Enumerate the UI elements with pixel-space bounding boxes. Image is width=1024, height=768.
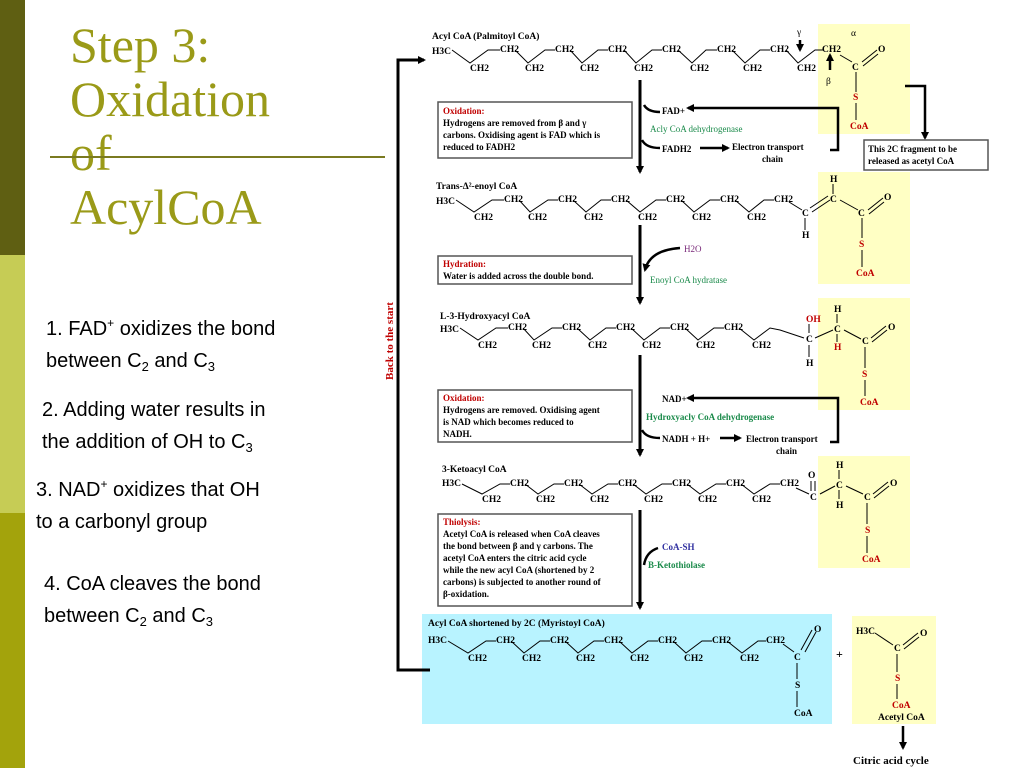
atom-ch2: CH2 xyxy=(644,495,663,505)
citric-acid-cycle-label: Citric acid cycle xyxy=(853,755,929,767)
atom-ch2: CH2 xyxy=(508,323,527,333)
atom-c: C xyxy=(830,195,837,205)
step-3-text: 3. NAD xyxy=(36,479,101,501)
atom-ch2: CH2 xyxy=(468,654,487,664)
atom-o: O xyxy=(920,629,928,639)
atom-s: S xyxy=(865,526,871,536)
atom-ch2: CH2 xyxy=(670,323,689,333)
atom-h: H xyxy=(836,501,844,511)
atom-h: H xyxy=(834,343,842,353)
enzyme-enoyl-coa-hydratase: Enoyl CoA hydratase xyxy=(650,275,727,285)
atom-c: C xyxy=(894,644,901,654)
step-3-text-end: oxidizes that OH xyxy=(107,479,260,501)
atom-ch2: CH2 xyxy=(658,636,677,646)
atom-c: C xyxy=(810,493,817,503)
etc-label: Electron transport xyxy=(746,434,818,444)
palmitoyl-label: Acyl CoA (Palmitoyl CoA) xyxy=(432,32,540,42)
atom-h3c: H3C xyxy=(436,197,455,207)
atom-o: O xyxy=(814,625,822,635)
atom-h3c: H3C xyxy=(440,325,459,335)
atom-h3c: H3C xyxy=(442,479,461,489)
enzyme-acyl-coa-dehydrogenase: Acly CoA dehydrogenase xyxy=(650,124,743,134)
myristoyl-panel xyxy=(422,614,832,724)
atom-ch2: CH2 xyxy=(720,195,739,205)
step-3-sup: + xyxy=(100,477,108,491)
step-3-line2: to a carbonyl group xyxy=(36,511,208,533)
atom-s: S xyxy=(862,370,868,380)
atom-c: C xyxy=(862,337,869,347)
atom-ch2: CH2 xyxy=(642,341,661,351)
fragment-line: released as acetyl CoA xyxy=(868,156,955,166)
atom-ch2: CH2 xyxy=(618,479,637,489)
atom-ch2: CH2 xyxy=(692,213,711,223)
atom-ch2: CH2 xyxy=(822,45,841,55)
atom-o: O xyxy=(808,471,816,481)
atom-h: H xyxy=(834,305,842,315)
etc-label: chain xyxy=(762,154,784,164)
atom-ch2: CH2 xyxy=(510,479,529,489)
atom-s: S xyxy=(795,681,801,691)
atom-ch2: CH2 xyxy=(740,654,759,664)
ox1-line: reduced to FADH2 xyxy=(443,142,516,152)
fragment-line: This 2C fragment to be xyxy=(868,144,957,154)
atom-ch2: CH2 xyxy=(580,64,599,74)
box-oxidation-2 xyxy=(438,390,632,442)
step-1-and: and C xyxy=(148,350,208,372)
atom-ch2: CH2 xyxy=(752,495,771,505)
ox1-line: carbons. Oxidising agent is FAD which is xyxy=(443,130,601,140)
atom-ch2: CH2 xyxy=(780,479,799,489)
atom-ch2: CH2 xyxy=(638,213,657,223)
atom-coa: CoA xyxy=(862,555,881,565)
atom-c: C xyxy=(806,335,813,345)
nadh-label: NADH + H+ xyxy=(662,434,711,444)
highlight-3 xyxy=(818,298,910,410)
atom-ch2: CH2 xyxy=(630,654,649,664)
atom-o: O xyxy=(878,45,886,55)
back-to-start-label: Back to the start xyxy=(384,302,396,380)
step-1-line2: between C xyxy=(46,350,142,372)
atom-ch2: CH2 xyxy=(522,654,541,664)
highlight-2 xyxy=(818,172,910,284)
atom-coa: CoA xyxy=(856,269,875,279)
myristoyl-label: Acyl CoA shortened by 2C (Myristoyl CoA) xyxy=(428,619,605,629)
atom-h: H xyxy=(836,461,844,471)
atom-ch2: CH2 xyxy=(712,636,731,646)
ox1-line: Hydrogens are removed from β and γ xyxy=(443,118,587,128)
h2o-label: H2O xyxy=(684,244,702,254)
step-1-text: 1. FAD xyxy=(46,318,108,340)
step-2-line2: the addition of OH to C xyxy=(42,431,246,453)
atom-ch2: CH2 xyxy=(576,654,595,664)
atom-ch2: CH2 xyxy=(478,341,497,351)
atom-ch2: CH2 xyxy=(525,64,544,74)
atom-ch2: CH2 xyxy=(550,636,569,646)
ox2-title: Oxidation: xyxy=(443,393,485,403)
beta-label: β xyxy=(826,77,831,87)
coa-sh-label: CoA-SH xyxy=(662,542,695,552)
box-thiolysis xyxy=(438,514,632,606)
atom-ch2: CH2 xyxy=(672,479,691,489)
ox1-title: Oxidation: xyxy=(443,106,485,116)
atom-coa: CoA xyxy=(850,122,869,132)
hyd-line: Water is added across the double bond. xyxy=(443,271,594,281)
thio-line: the bond between β and γ carbons. The xyxy=(443,541,593,551)
thio-title: Thiolysis: xyxy=(443,517,481,527)
atom-ch2: CH2 xyxy=(608,45,627,55)
atom-ch2: CH2 xyxy=(532,341,551,351)
highlight-4 xyxy=(818,456,910,568)
thio-line: while the new acyl CoA (shortened by 2 xyxy=(443,565,595,575)
step-4-and: and C xyxy=(146,605,206,627)
thio-line: β-oxidation. xyxy=(443,589,489,599)
atom-ch2: CH2 xyxy=(752,341,771,351)
step-4-line2: between C xyxy=(44,605,140,627)
atom-coa: CoA xyxy=(860,398,879,408)
thio-line: Acetyl CoA is released when CoA cleaves xyxy=(443,529,600,539)
atom-ch2: CH2 xyxy=(500,45,519,55)
atom-h3c: H3C xyxy=(428,636,447,646)
atom-c: C xyxy=(852,63,859,73)
keto-label: 3-Ketoacyl CoA xyxy=(442,465,507,475)
atom-ch2: CH2 xyxy=(555,45,574,55)
step-4-sub-a: 2 xyxy=(139,614,147,629)
alpha-label: α xyxy=(851,29,856,39)
atom-ch2: CH2 xyxy=(766,636,785,646)
step-4-line1: 4. CoA cleaves the bond xyxy=(44,573,261,595)
atom-ch2: CH2 xyxy=(662,45,681,55)
ox2-line: is NAD which becomes reduced to xyxy=(443,417,574,427)
atom-ch2: CH2 xyxy=(562,323,581,333)
step-1-sup: + xyxy=(107,316,115,330)
atom-o: O xyxy=(888,323,896,333)
atom-ch2: CH2 xyxy=(770,45,789,55)
atom-ch2: CH2 xyxy=(470,64,489,74)
atom-ch2: CH2 xyxy=(717,45,736,55)
atom-ch2: CH2 xyxy=(616,323,635,333)
highlight-1 xyxy=(818,24,910,134)
title-line-4: AcylCoA xyxy=(70,179,262,235)
atom-ch2: CH2 xyxy=(482,495,501,505)
atom-c: C xyxy=(858,209,865,219)
atom-ch2: CH2 xyxy=(797,64,816,74)
atom-ch2: CH2 xyxy=(584,213,603,223)
atom-ch2: CH2 xyxy=(564,479,583,489)
atom-s: S xyxy=(853,93,859,103)
enzyme-hydroxyacyl-dehydrogenase: Hydroxyacly CoA dehydrogenase xyxy=(646,412,775,422)
atom-ch2: CH2 xyxy=(690,64,709,74)
atom-oh: OH xyxy=(806,315,821,325)
enoyl-label: Trans-Δ²-enoyl CoA xyxy=(436,182,518,192)
atom-ch2: CH2 xyxy=(590,495,609,505)
step-2-line1: 2. Adding water results in xyxy=(42,399,266,421)
box-oxidation-1 xyxy=(438,102,632,158)
gamma-label: γ xyxy=(797,28,802,38)
etc-label: chain xyxy=(776,446,798,456)
atom-ch2: CH2 xyxy=(666,195,685,205)
ox2-line: NADH. xyxy=(443,429,472,439)
atom-c: C xyxy=(836,481,843,491)
ox2-line: Hydrogens are removed. Oxidising agent xyxy=(443,405,600,415)
atom-c: C xyxy=(794,653,801,663)
atom-ch2: CH2 xyxy=(774,195,793,205)
fad-label: FAD+ xyxy=(662,106,685,116)
atom-o: O xyxy=(884,193,892,203)
atom-h: H xyxy=(802,231,810,241)
title-line-2: Oxidation xyxy=(70,71,270,127)
atom-coa: CoA xyxy=(892,701,911,711)
atom-h3c: H3C xyxy=(432,47,451,57)
atom-ch2: CH2 xyxy=(474,213,493,223)
atom-ch2: CH2 xyxy=(611,195,630,205)
title-line-1: Step 3: xyxy=(70,17,211,73)
atom-ch2: CH2 xyxy=(634,64,653,74)
atom-ch2: CH2 xyxy=(724,323,743,333)
title-line-3: of xyxy=(70,125,112,181)
thio-line: carbons) is subjected to another round of xyxy=(443,577,601,587)
step-1-sub-b: 3 xyxy=(207,359,216,374)
atom-ch2: CH2 xyxy=(588,341,607,351)
atom-s: S xyxy=(859,240,865,250)
atom-h3c: H3C xyxy=(856,627,875,637)
atom-ch2: CH2 xyxy=(747,213,766,223)
atom-ch2: CH2 xyxy=(528,213,547,223)
thio-line: acetyl CoA enters the citric acid cycle xyxy=(443,553,587,563)
atom-ch2: CH2 xyxy=(496,636,515,646)
enzyme-ketothiolase: B-Ketothiolase xyxy=(648,560,705,570)
atom-c: C xyxy=(802,209,809,219)
step-4-sub-b: 3 xyxy=(205,614,214,629)
plus-sign: + xyxy=(836,647,843,661)
atom-ch2: CH2 xyxy=(558,195,577,205)
box-hydration xyxy=(438,256,632,284)
atom-ch2: CH2 xyxy=(684,654,703,664)
atom-ch2: CH2 xyxy=(743,64,762,74)
atom-s: S xyxy=(895,674,901,684)
atom-ch2: CH2 xyxy=(696,341,715,351)
atom-ch2: CH2 xyxy=(604,636,623,646)
atom-coa: CoA xyxy=(794,709,813,719)
step-1-sub-a: 2 xyxy=(141,359,149,374)
acetyl-coa-label: Acetyl CoA xyxy=(878,713,925,723)
hyd-title: Hydration: xyxy=(443,259,487,269)
atom-h: H xyxy=(806,359,814,369)
box-fragment xyxy=(864,140,988,170)
atom-ch2: CH2 xyxy=(698,495,717,505)
atom-c: C xyxy=(834,325,841,335)
atom-o: O xyxy=(890,479,898,489)
atom-ch2: CH2 xyxy=(726,479,745,489)
hydroxy-label: L-3-Hydroxyacyl CoA xyxy=(440,312,531,322)
atom-ch2: CH2 xyxy=(536,495,555,505)
etc-label: Electron transport xyxy=(732,142,804,152)
step-2-sub: 3 xyxy=(245,440,253,455)
atom-c: C xyxy=(864,493,871,503)
atom-ch2: CH2 xyxy=(504,195,523,205)
atom-h: H xyxy=(830,175,838,185)
step-1-text-end: oxidizes the bond xyxy=(114,318,276,340)
nad-label: NAD+ xyxy=(662,394,687,404)
fadh2-label: FADH2 xyxy=(662,144,692,154)
